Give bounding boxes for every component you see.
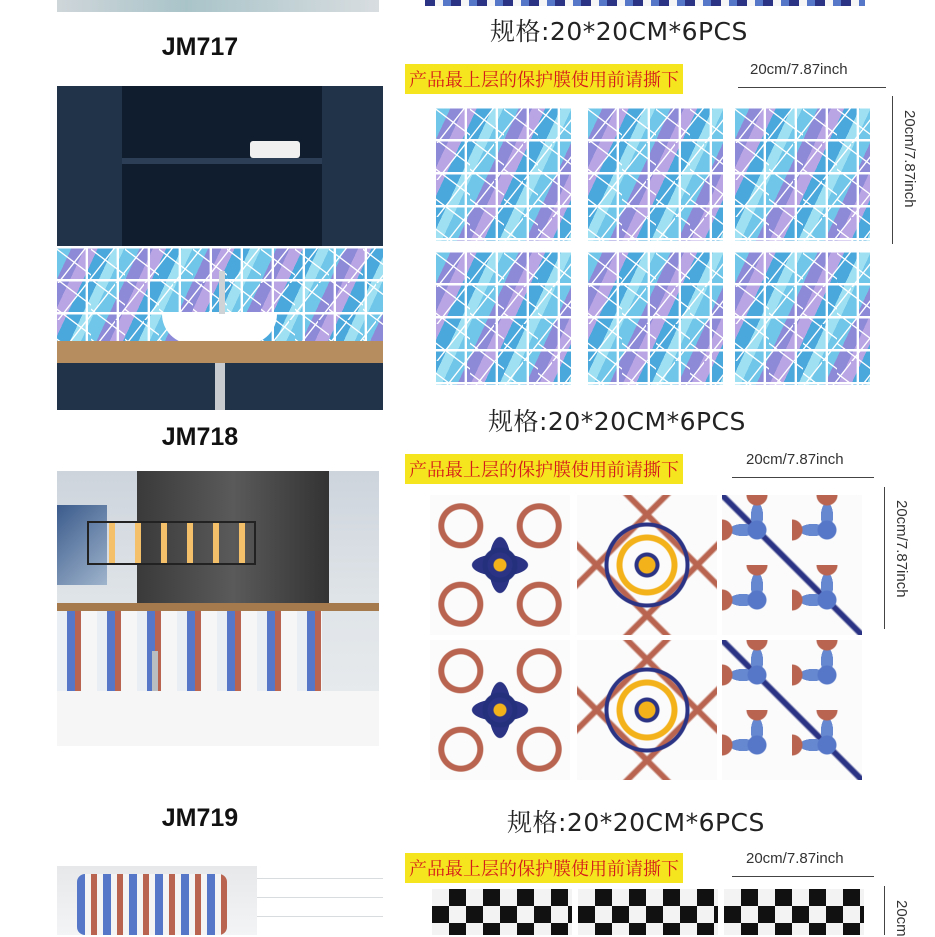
product-code: JM719 (161, 804, 239, 832)
drain-pipe (215, 363, 225, 410)
cabinet-base (57, 746, 379, 791)
shelf-board (122, 158, 322, 164)
dimension-width-arrow (732, 876, 874, 877)
tile-sample (724, 889, 864, 935)
spec-text: 规格:20*20CM*6PCS (490, 17, 748, 46)
tile-sample (588, 250, 723, 385)
tile-sample (577, 495, 717, 635)
tile-sample (735, 106, 870, 241)
spec-text: 规格:20*20CM*6PCS (488, 407, 746, 436)
tile-sample (436, 250, 571, 385)
dimension-height-label: 20cm/7.87inch (893, 500, 910, 598)
dimension-width-arrow (738, 87, 886, 88)
product-code: JM718 (161, 423, 239, 451)
countertop (57, 341, 383, 363)
product-photo-kitchen (57, 471, 379, 791)
backsplash-tiles (57, 611, 322, 691)
shelf-unit (122, 86, 322, 246)
tile-sample (722, 640, 862, 780)
tile-sample (430, 495, 570, 635)
product-photo-partial-top (57, 0, 379, 12)
tile-sample (577, 640, 717, 780)
pendant-light (87, 521, 256, 565)
tile-sample (588, 106, 723, 241)
product-photo-partial-bottom (57, 866, 383, 935)
spec-text: 规格:20*20CM*6PCS (507, 808, 765, 837)
wall-tiles (257, 866, 383, 935)
dimension-width-label: 20cm/7.87inch (750, 61, 848, 78)
towel-stack (250, 141, 300, 158)
dimension-height-label: 20cm (893, 900, 910, 937)
faucet (152, 651, 158, 691)
dimension-height-arrow (884, 487, 885, 629)
tray-pattern (77, 874, 227, 935)
tile-sample (578, 889, 718, 935)
dimension-width-arrow (732, 477, 874, 478)
dimension-width-label: 20cm/7.87inch (746, 451, 844, 468)
tile-sample (432, 889, 572, 935)
faucet (219, 271, 225, 316)
notice-banner: 产品最上层的保护膜使用前请撕下 (405, 853, 683, 883)
notice-banner: 产品最上层的保护膜使用前请撕下 (405, 64, 683, 94)
dimension-width-label: 20cm/7.87inch (746, 850, 844, 867)
sink-basin (162, 314, 277, 344)
tile-sample (735, 250, 870, 385)
dimension-height-arrow (892, 96, 893, 244)
product-code: JM717 (161, 33, 239, 61)
tile-sample (430, 640, 570, 780)
tile-sample (436, 106, 571, 241)
dimension-height-arrow (884, 886, 885, 935)
tile-strip-partial-top (425, 0, 865, 6)
countertop (57, 691, 379, 746)
wood-shelf (57, 603, 379, 611)
notice-banner: 产品最上层的保护膜使用前请撕下 (405, 454, 683, 484)
tile-sample (722, 495, 862, 635)
product-photo-bathroom (57, 86, 383, 410)
dimension-height-label: 20cm/7.87inch (901, 110, 918, 208)
